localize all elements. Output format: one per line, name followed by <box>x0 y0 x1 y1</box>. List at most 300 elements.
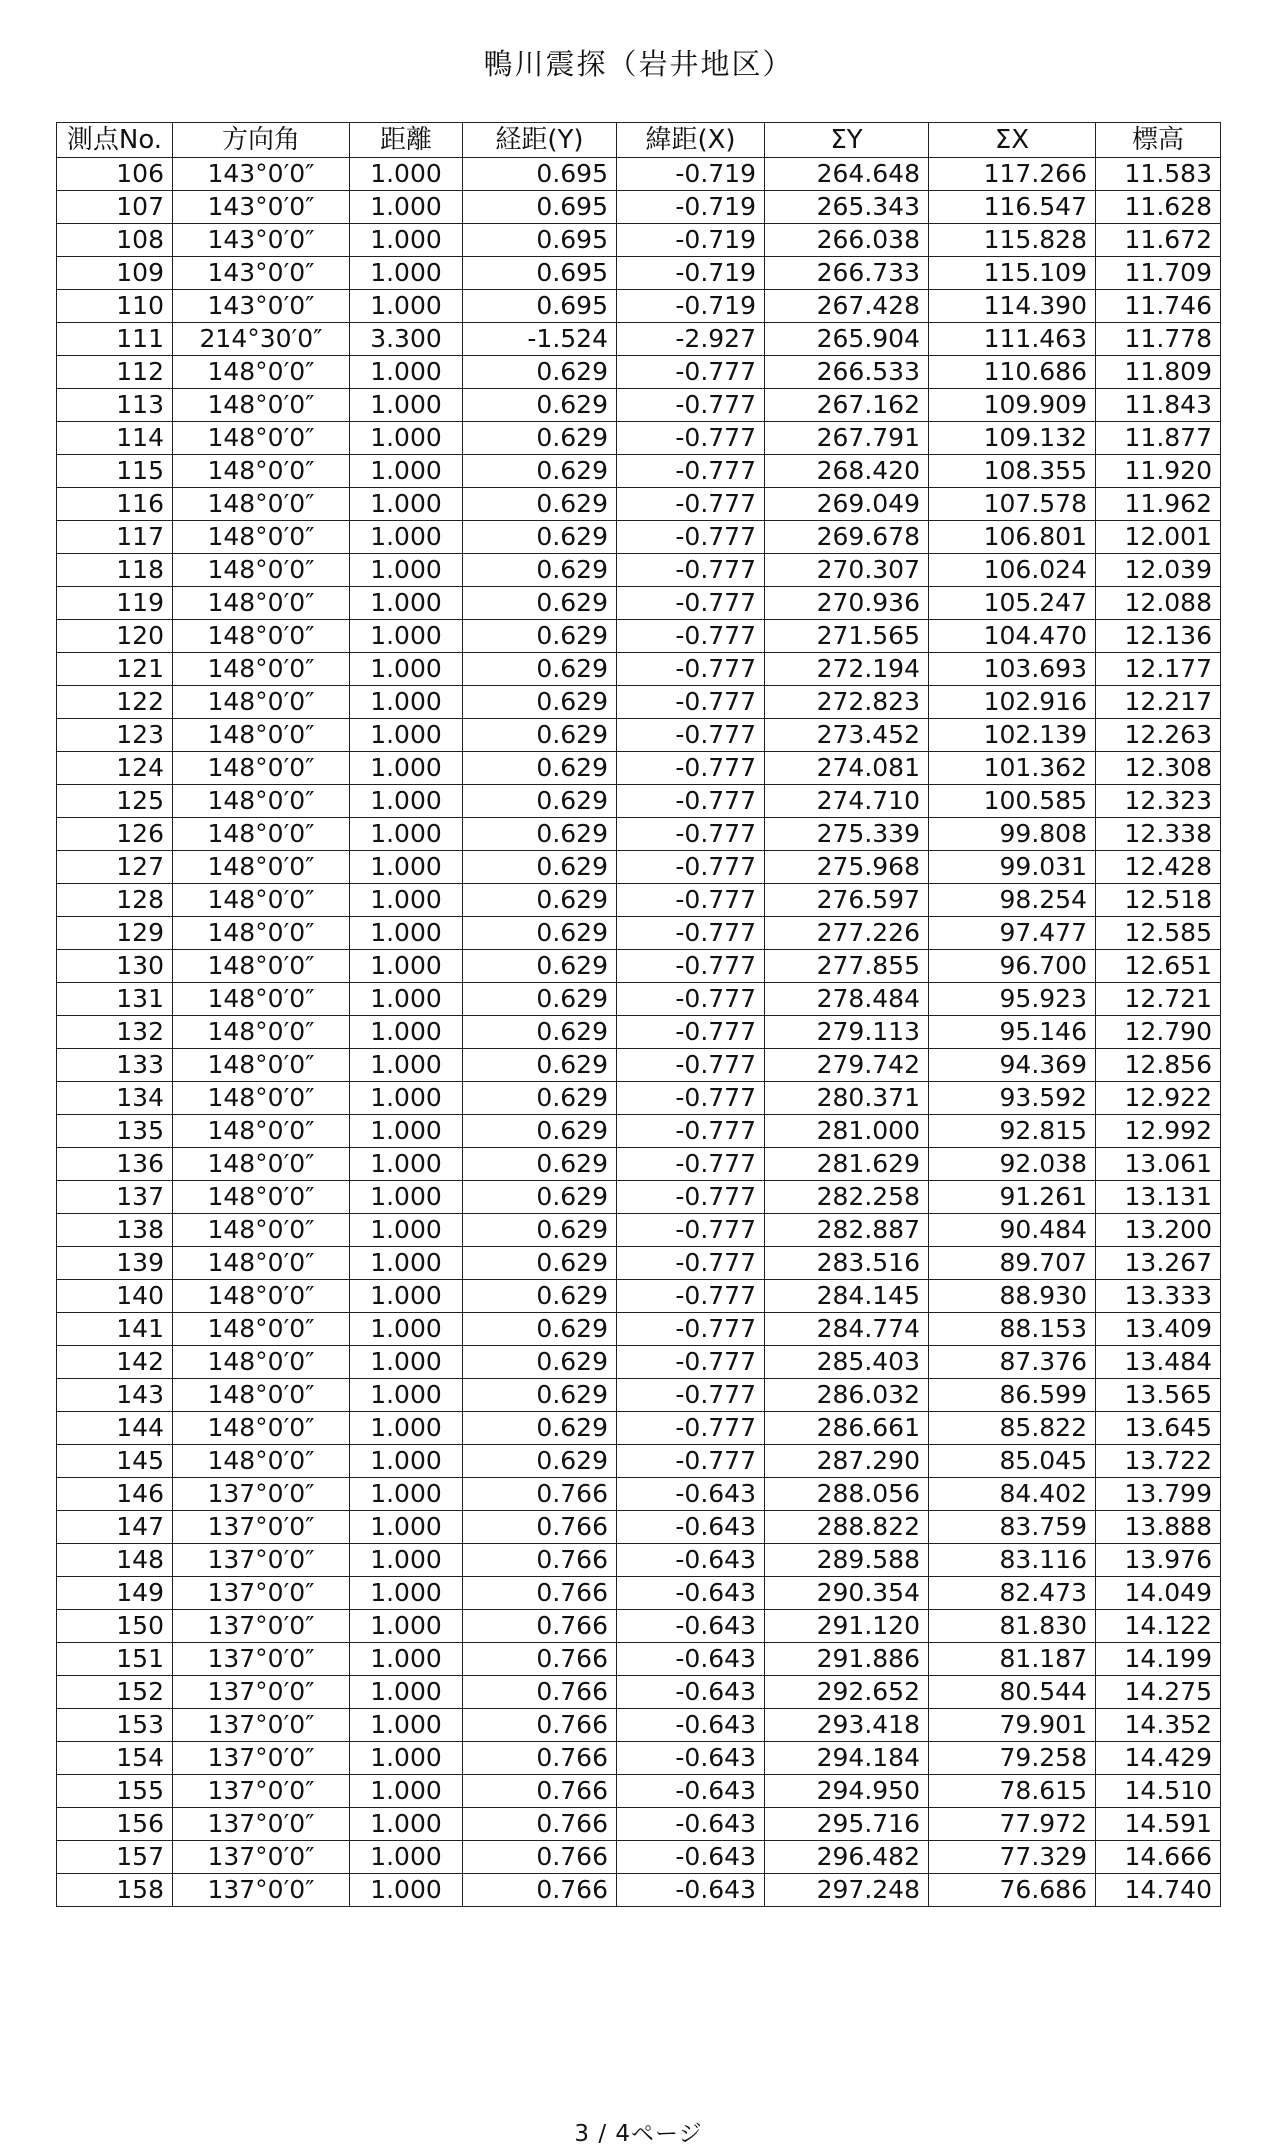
bearing-cell: 148°0′0″ <box>173 1412 350 1445</box>
latitude-x-cell: -0.643 <box>617 1808 765 1841</box>
departure-y-cell: 0.766 <box>463 1478 617 1511</box>
bearing-cell: 148°0′0″ <box>173 1346 350 1379</box>
departure-y-cell: 0.629 <box>463 1445 617 1478</box>
sum-y-cell: 275.968 <box>765 851 929 884</box>
table-row <box>57 1841 1221 1874</box>
table-row <box>57 1082 1221 1115</box>
sum-y-cell: 294.184 <box>765 1742 929 1775</box>
distance-cell: 1.000 <box>350 1016 463 1049</box>
elevation-cell: 12.922 <box>1096 1082 1221 1115</box>
sum-x-cell: 109.132 <box>929 422 1096 455</box>
latitude-x-cell: -0.777 <box>617 851 765 884</box>
bearing-cell: 148°0′0″ <box>173 818 350 851</box>
sum-y-cell: 276.597 <box>765 884 929 917</box>
elevation-cell: 14.591 <box>1096 1808 1221 1841</box>
sum-x-cell: 96.700 <box>929 950 1096 983</box>
departure-y-cell: 0.629 <box>463 719 617 752</box>
sum-y-cell: 272.823 <box>765 686 929 719</box>
point-no-cell: 139 <box>57 1247 173 1280</box>
distance-cell: 1.000 <box>350 983 463 1016</box>
elevation-cell: 13.799 <box>1096 1478 1221 1511</box>
point-no-cell: 127 <box>57 851 173 884</box>
bearing-cell: 148°0′0″ <box>173 884 350 917</box>
point-no-cell: 130 <box>57 950 173 983</box>
bearing-cell: 148°0′0″ <box>173 587 350 620</box>
distance-cell: 1.000 <box>350 488 463 521</box>
header-sum-x: ΣX <box>929 123 1096 158</box>
elevation-cell: 14.049 <box>1096 1577 1221 1610</box>
sum-y-cell: 268.420 <box>765 455 929 488</box>
distance-cell: 1.000 <box>350 1478 463 1511</box>
table-row <box>57 158 1221 191</box>
elevation-cell: 13.333 <box>1096 1280 1221 1313</box>
departure-y-cell: 0.629 <box>463 1346 617 1379</box>
sum-y-cell: 265.904 <box>765 323 929 356</box>
point-no-cell: 150 <box>57 1610 173 1643</box>
sum-x-cell: 102.916 <box>929 686 1096 719</box>
elevation-cell: 12.323 <box>1096 785 1221 818</box>
table-row <box>57 884 1221 917</box>
departure-y-cell: 0.766 <box>463 1511 617 1544</box>
departure-y-cell: 0.629 <box>463 521 617 554</box>
bearing-cell: 137°0′0″ <box>173 1577 350 1610</box>
departure-y-cell: 0.629 <box>463 752 617 785</box>
bearing-cell: 148°0′0″ <box>173 1214 350 1247</box>
elevation-cell: 12.177 <box>1096 653 1221 686</box>
distance-cell: 1.000 <box>350 1709 463 1742</box>
latitude-x-cell: -0.777 <box>617 686 765 719</box>
table-body <box>57 158 1221 1907</box>
distance-cell: 1.000 <box>350 620 463 653</box>
bearing-cell: 137°0′0″ <box>173 1841 350 1874</box>
sum-y-cell: 288.056 <box>765 1478 929 1511</box>
point-no-cell: 156 <box>57 1808 173 1841</box>
point-no-cell: 121 <box>57 653 173 686</box>
sum-x-cell: 81.830 <box>929 1610 1096 1643</box>
departure-y-cell: 0.629 <box>463 389 617 422</box>
departure-y-cell: 0.766 <box>463 1775 617 1808</box>
latitude-x-cell: -0.777 <box>617 1181 765 1214</box>
sum-x-cell: 115.109 <box>929 257 1096 290</box>
bearing-cell: 137°0′0″ <box>173 1709 350 1742</box>
sum-x-cell: 92.038 <box>929 1148 1096 1181</box>
latitude-x-cell: -0.777 <box>617 1115 765 1148</box>
table-row <box>57 983 1221 1016</box>
point-no-cell: 137 <box>57 1181 173 1214</box>
departure-y-cell: 0.766 <box>463 1676 617 1709</box>
departure-y-cell: 0.695 <box>463 158 617 191</box>
distance-cell: 1.000 <box>350 1313 463 1346</box>
bearing-cell: 148°0′0″ <box>173 1049 350 1082</box>
distance-cell: 1.000 <box>350 1445 463 1478</box>
table-row <box>57 752 1221 785</box>
departure-y-cell: 0.629 <box>463 1313 617 1346</box>
bearing-cell: 214°30′0″ <box>173 323 350 356</box>
departure-y-cell: 0.629 <box>463 917 617 950</box>
departure-y-cell: 0.695 <box>463 257 617 290</box>
bearing-cell: 137°0′0″ <box>173 1610 350 1643</box>
elevation-cell: 14.510 <box>1096 1775 1221 1808</box>
sum-y-cell: 292.652 <box>765 1676 929 1709</box>
departure-y-cell: 0.629 <box>463 356 617 389</box>
sum-x-cell: 105.247 <box>929 587 1096 620</box>
departure-y-cell: 0.695 <box>463 224 617 257</box>
table-row <box>57 1346 1221 1379</box>
sum-y-cell: 284.774 <box>765 1313 929 1346</box>
latitude-x-cell: -0.777 <box>617 653 765 686</box>
point-no-cell: 131 <box>57 983 173 1016</box>
sum-x-cell: 77.329 <box>929 1841 1096 1874</box>
elevation-cell: 11.920 <box>1096 455 1221 488</box>
distance-cell: 1.000 <box>350 884 463 917</box>
distance-cell: 3.300 <box>350 323 463 356</box>
distance-cell: 1.000 <box>350 1544 463 1577</box>
elevation-cell: 13.409 <box>1096 1313 1221 1346</box>
table-row <box>57 488 1221 521</box>
elevation-cell: 12.721 <box>1096 983 1221 1016</box>
table-row <box>57 1148 1221 1181</box>
latitude-x-cell: -0.777 <box>617 521 765 554</box>
elevation-cell: 13.200 <box>1096 1214 1221 1247</box>
departure-y-cell: 0.629 <box>463 1016 617 1049</box>
point-no-cell: 157 <box>57 1841 173 1874</box>
bearing-cell: 148°0′0″ <box>173 917 350 950</box>
distance-cell: 1.000 <box>350 1082 463 1115</box>
sum-x-cell: 93.592 <box>929 1082 1096 1115</box>
sum-x-cell: 90.484 <box>929 1214 1096 1247</box>
point-no-cell: 158 <box>57 1874 173 1907</box>
departure-y-cell: 0.629 <box>463 983 617 1016</box>
table-row <box>57 224 1221 257</box>
sum-y-cell: 296.482 <box>765 1841 929 1874</box>
departure-y-cell: 0.629 <box>463 488 617 521</box>
distance-cell: 1.000 <box>350 1610 463 1643</box>
latitude-x-cell: -0.777 <box>617 389 765 422</box>
departure-y-cell: 0.629 <box>463 950 617 983</box>
bearing-cell: 148°0′0″ <box>173 1313 350 1346</box>
distance-cell: 1.000 <box>350 356 463 389</box>
point-no-cell: 119 <box>57 587 173 620</box>
latitude-x-cell: -0.777 <box>617 356 765 389</box>
departure-y-cell: 0.629 <box>463 620 617 653</box>
table-row <box>57 1445 1221 1478</box>
latitude-x-cell: -0.643 <box>617 1775 765 1808</box>
sum-x-cell: 106.024 <box>929 554 1096 587</box>
table-row <box>57 389 1221 422</box>
bearing-cell: 148°0′0″ <box>173 1445 350 1478</box>
distance-cell: 1.000 <box>350 818 463 851</box>
table-row <box>57 719 1221 752</box>
sum-x-cell: 79.901 <box>929 1709 1096 1742</box>
distance-cell: 1.000 <box>350 257 463 290</box>
point-no-cell: 109 <box>57 257 173 290</box>
bearing-cell: 148°0′0″ <box>173 620 350 653</box>
sum-y-cell: 274.081 <box>765 752 929 785</box>
table-row <box>57 785 1221 818</box>
point-no-cell: 138 <box>57 1214 173 1247</box>
latitude-x-cell: -0.643 <box>617 1478 765 1511</box>
latitude-x-cell: -0.777 <box>617 917 765 950</box>
table-row <box>57 323 1221 356</box>
elevation-cell: 11.628 <box>1096 191 1221 224</box>
bearing-cell: 148°0′0″ <box>173 752 350 785</box>
bearing-cell: 148°0′0″ <box>173 1148 350 1181</box>
sum-y-cell: 285.403 <box>765 1346 929 1379</box>
table-row <box>57 1214 1221 1247</box>
sum-y-cell: 282.258 <box>765 1181 929 1214</box>
latitude-x-cell: -0.777 <box>617 1082 765 1115</box>
table-row <box>57 1808 1221 1841</box>
sum-y-cell: 289.588 <box>765 1544 929 1577</box>
sum-y-cell: 267.162 <box>765 389 929 422</box>
sum-y-cell: 279.113 <box>765 1016 929 1049</box>
sum-x-cell: 83.116 <box>929 1544 1096 1577</box>
latitude-x-cell: -0.643 <box>617 1742 765 1775</box>
sum-x-cell: 102.139 <box>929 719 1096 752</box>
latitude-x-cell: -0.643 <box>617 1610 765 1643</box>
sum-x-cell: 106.801 <box>929 521 1096 554</box>
sum-y-cell: 280.371 <box>765 1082 929 1115</box>
table-row <box>57 1874 1221 1907</box>
point-no-cell: 152 <box>57 1676 173 1709</box>
sum-y-cell: 273.452 <box>765 719 929 752</box>
elevation-cell: 14.275 <box>1096 1676 1221 1709</box>
sum-y-cell: 266.733 <box>765 257 929 290</box>
distance-cell: 1.000 <box>350 653 463 686</box>
bearing-cell: 148°0′0″ <box>173 983 350 1016</box>
table-row <box>57 191 1221 224</box>
distance-cell: 1.000 <box>350 554 463 587</box>
point-no-cell: 115 <box>57 455 173 488</box>
elevation-cell: 11.809 <box>1096 356 1221 389</box>
point-no-cell: 146 <box>57 1478 173 1511</box>
elevation-cell: 11.672 <box>1096 224 1221 257</box>
distance-cell: 1.000 <box>350 785 463 818</box>
elevation-cell: 11.709 <box>1096 257 1221 290</box>
point-no-cell: 126 <box>57 818 173 851</box>
elevation-cell: 13.645 <box>1096 1412 1221 1445</box>
header-latitude-x: 緯距(X) <box>617 123 765 158</box>
distance-cell: 1.000 <box>350 1214 463 1247</box>
sum-x-cell: 103.693 <box>929 653 1096 686</box>
sum-y-cell: 269.049 <box>765 488 929 521</box>
latitude-x-cell: -0.777 <box>617 785 765 818</box>
distance-cell: 1.000 <box>350 158 463 191</box>
latitude-x-cell: -0.777 <box>617 488 765 521</box>
bearing-cell: 148°0′0″ <box>173 554 350 587</box>
latitude-x-cell: -0.777 <box>617 1148 765 1181</box>
distance-cell: 1.000 <box>350 1346 463 1379</box>
elevation-cell: 13.267 <box>1096 1247 1221 1280</box>
distance-cell: 1.000 <box>350 851 463 884</box>
elevation-cell: 13.722 <box>1096 1445 1221 1478</box>
departure-y-cell: 0.629 <box>463 1247 617 1280</box>
latitude-x-cell: -0.777 <box>617 983 765 1016</box>
elevation-cell: 14.122 <box>1096 1610 1221 1643</box>
table-row <box>57 455 1221 488</box>
sum-x-cell: 85.822 <box>929 1412 1096 1445</box>
distance-cell: 1.000 <box>350 686 463 719</box>
bearing-cell: 148°0′0″ <box>173 455 350 488</box>
distance-cell: 1.000 <box>350 1247 463 1280</box>
elevation-cell: 13.484 <box>1096 1346 1221 1379</box>
sum-x-cell: 115.828 <box>929 224 1096 257</box>
elevation-cell: 13.565 <box>1096 1379 1221 1412</box>
table-row <box>57 1775 1221 1808</box>
sum-y-cell: 277.855 <box>765 950 929 983</box>
latitude-x-cell: -0.777 <box>617 455 765 488</box>
sum-y-cell: 266.533 <box>765 356 929 389</box>
departure-y-cell: 0.695 <box>463 290 617 323</box>
point-no-cell: 110 <box>57 290 173 323</box>
latitude-x-cell: -0.777 <box>617 752 765 785</box>
departure-y-cell: 0.629 <box>463 1148 617 1181</box>
table-row <box>57 1511 1221 1544</box>
latitude-x-cell: -0.777 <box>617 1445 765 1478</box>
point-no-cell: 118 <box>57 554 173 587</box>
distance-cell: 1.000 <box>350 1643 463 1676</box>
distance-cell: 1.000 <box>350 191 463 224</box>
sum-y-cell: 275.339 <box>765 818 929 851</box>
departure-y-cell: 0.766 <box>463 1841 617 1874</box>
table-row <box>57 1115 1221 1148</box>
elevation-cell: 12.039 <box>1096 554 1221 587</box>
latitude-x-cell: -0.643 <box>617 1643 765 1676</box>
latitude-x-cell: -0.777 <box>617 950 765 983</box>
sum-x-cell: 107.578 <box>929 488 1096 521</box>
latitude-x-cell: -0.643 <box>617 1841 765 1874</box>
bearing-cell: 148°0′0″ <box>173 653 350 686</box>
elevation-cell: 11.583 <box>1096 158 1221 191</box>
survey-table <box>56 122 1221 1907</box>
header-bearing: 方向角 <box>173 123 350 158</box>
sum-y-cell: 286.032 <box>765 1379 929 1412</box>
distance-cell: 1.000 <box>350 917 463 950</box>
elevation-cell: 12.088 <box>1096 587 1221 620</box>
departure-y-cell: 0.766 <box>463 1874 617 1907</box>
bearing-cell: 148°0′0″ <box>173 389 350 422</box>
departure-y-cell: 0.629 <box>463 587 617 620</box>
sum-x-cell: 95.923 <box>929 983 1096 1016</box>
latitude-x-cell: -0.777 <box>617 818 765 851</box>
departure-y-cell: 0.629 <box>463 1379 617 1412</box>
header-departure-y: 経距(Y) <box>463 123 617 158</box>
point-no-cell: 108 <box>57 224 173 257</box>
point-no-cell: 154 <box>57 1742 173 1775</box>
sum-y-cell: 282.887 <box>765 1214 929 1247</box>
elevation-cell: 12.217 <box>1096 686 1221 719</box>
table-row <box>57 1313 1221 1346</box>
elevation-cell: 13.888 <box>1096 1511 1221 1544</box>
sum-x-cell: 110.686 <box>929 356 1096 389</box>
departure-y-cell: 0.629 <box>463 1412 617 1445</box>
table-row <box>57 1247 1221 1280</box>
bearing-cell: 143°0′0″ <box>173 158 350 191</box>
point-no-cell: 149 <box>57 1577 173 1610</box>
point-no-cell: 151 <box>57 1643 173 1676</box>
bearing-cell: 148°0′0″ <box>173 1115 350 1148</box>
bearing-cell: 137°0′0″ <box>173 1511 350 1544</box>
departure-y-cell: 0.766 <box>463 1610 617 1643</box>
bearing-cell: 137°0′0″ <box>173 1742 350 1775</box>
sum-y-cell: 278.484 <box>765 983 929 1016</box>
table-row <box>57 587 1221 620</box>
point-no-cell: 116 <box>57 488 173 521</box>
departure-y-cell: 0.629 <box>463 1115 617 1148</box>
distance-cell: 1.000 <box>350 290 463 323</box>
elevation-cell: 14.666 <box>1096 1841 1221 1874</box>
elevation-cell: 12.585 <box>1096 917 1221 950</box>
point-no-cell: 153 <box>57 1709 173 1742</box>
sum-x-cell: 82.473 <box>929 1577 1096 1610</box>
elevation-cell: 11.778 <box>1096 323 1221 356</box>
latitude-x-cell: -0.777 <box>617 422 765 455</box>
latitude-x-cell: -0.719 <box>617 191 765 224</box>
point-no-cell: 114 <box>57 422 173 455</box>
latitude-x-cell: -0.777 <box>617 1214 765 1247</box>
sum-x-cell: 78.615 <box>929 1775 1096 1808</box>
point-no-cell: 129 <box>57 917 173 950</box>
distance-cell: 1.000 <box>350 1115 463 1148</box>
departure-y-cell: 0.766 <box>463 1544 617 1577</box>
departure-y-cell: 0.766 <box>463 1709 617 1742</box>
point-no-cell: 120 <box>57 620 173 653</box>
latitude-x-cell: -0.777 <box>617 1049 765 1082</box>
distance-cell: 1.000 <box>350 950 463 983</box>
bearing-cell: 143°0′0″ <box>173 191 350 224</box>
sum-y-cell: 267.428 <box>765 290 929 323</box>
bearing-cell: 148°0′0″ <box>173 422 350 455</box>
sum-x-cell: 85.045 <box>929 1445 1096 1478</box>
sum-x-cell: 97.477 <box>929 917 1096 950</box>
sum-x-cell: 77.972 <box>929 1808 1096 1841</box>
distance-cell: 1.000 <box>350 1148 463 1181</box>
point-no-cell: 125 <box>57 785 173 818</box>
sum-x-cell: 116.547 <box>929 191 1096 224</box>
elevation-cell: 11.877 <box>1096 422 1221 455</box>
table-row <box>57 917 1221 950</box>
sum-y-cell: 283.516 <box>765 1247 929 1280</box>
bearing-cell: 148°0′0″ <box>173 1082 350 1115</box>
table-row <box>57 1049 1221 1082</box>
bearing-cell: 143°0′0″ <box>173 224 350 257</box>
table-row <box>57 1742 1221 1775</box>
bearing-cell: 137°0′0″ <box>173 1643 350 1676</box>
latitude-x-cell: -0.777 <box>617 554 765 587</box>
bearing-cell: 148°0′0″ <box>173 1181 350 1214</box>
sum-y-cell: 291.120 <box>765 1610 929 1643</box>
sum-y-cell: 286.661 <box>765 1412 929 1445</box>
elevation-cell: 12.308 <box>1096 752 1221 785</box>
point-no-cell: 142 <box>57 1346 173 1379</box>
departure-y-cell: 0.629 <box>463 653 617 686</box>
departure-y-cell: 0.629 <box>463 1082 617 1115</box>
latitude-x-cell: -0.643 <box>617 1544 765 1577</box>
latitude-x-cell: -2.927 <box>617 323 765 356</box>
point-no-cell: 135 <box>57 1115 173 1148</box>
sum-x-cell: 86.599 <box>929 1379 1096 1412</box>
departure-y-cell: 0.629 <box>463 884 617 917</box>
bearing-cell: 137°0′0″ <box>173 1775 350 1808</box>
distance-cell: 1.000 <box>350 224 463 257</box>
table-row <box>57 1577 1221 1610</box>
point-no-cell: 136 <box>57 1148 173 1181</box>
sum-y-cell: 269.678 <box>765 521 929 554</box>
table-row <box>57 620 1221 653</box>
table-row <box>57 1379 1221 1412</box>
elevation-cell: 14.740 <box>1096 1874 1221 1907</box>
sum-x-cell: 99.808 <box>929 818 1096 851</box>
